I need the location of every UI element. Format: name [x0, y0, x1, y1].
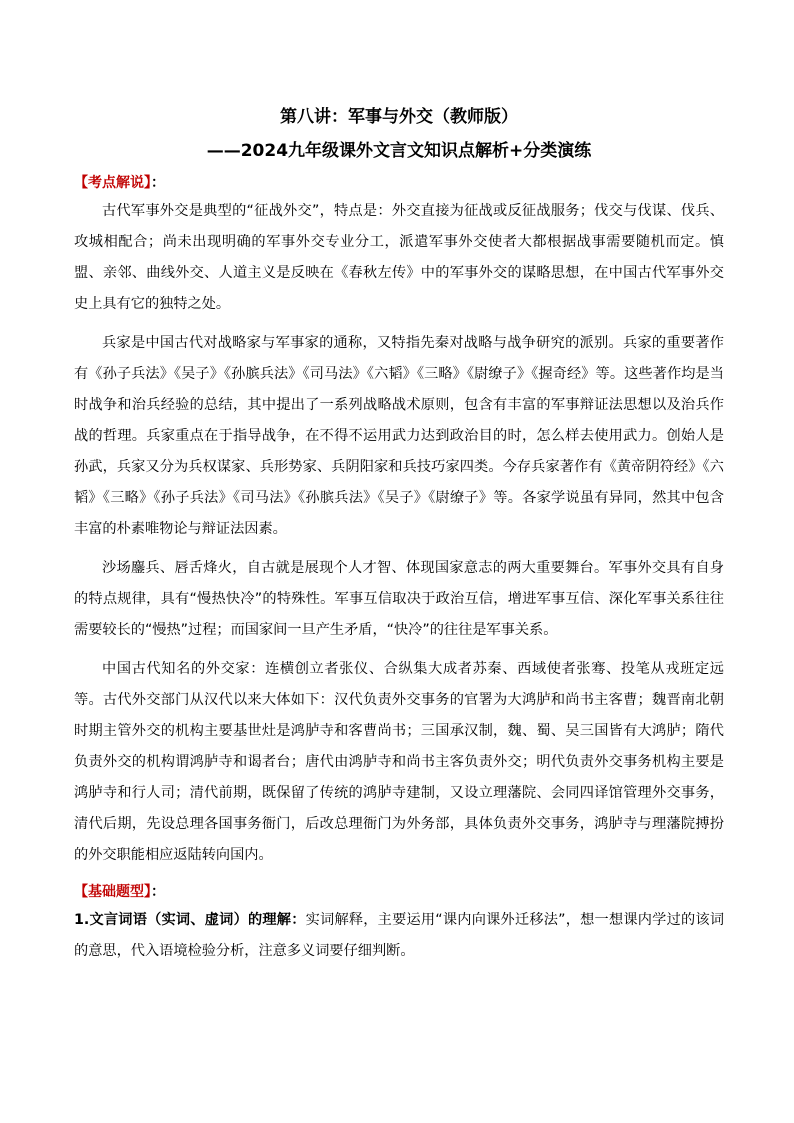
- paragraph-battlefield: 沙场鏖兵、唇舌烽火，自古就是展现个人才智、体现国家意志的两大重要舞台。军事外交具有自身的特点规律，具有“慢热快冷”的特殊性。军事互信取决于政治互信，增进军事互信、深化军事关系往往需要较长的“慢热”过程；而国家间一旦产生矛盾，“快冷”的往往是军事关系。: [74, 560, 724, 638]
- section-heading-jichu-label: 【基础题型】: [74, 884, 151, 900]
- paragraph-military-diplomacy: 古代军事外交是典型的“征战外交”，特点是：外交直接为征战或反征战服务；伐交与伐谋、伐兵、攻城相配合；尚未出现明确的军事外交专业分工，派遣军事外交使者大都根据战事需要随机而定。慎盟、亲邻、曲线外交、人道主义是反映在《春秋左传》中的军事外交的谋略思想，在中国古代军事外交史上具有它的独特之处。: [74, 203, 724, 312]
- item-1-text: 实词解释，主要运用“课内向课外迁移法”，想一想课内学过的该词的意思，代入语境检验分析，注意多义词要仔细判断。: [74, 912, 725, 959]
- item-1-lead: 1.文言词语（实词、虚词）的理解：: [74, 912, 306, 928]
- paragraph-bingjia: 兵家是中国古代对战略家与军事家的通称，又特指先秦对战略与战争研究的派别。兵家的重要著作有《孙子兵法》《吴子》《孙膑兵法》《司马法》《六韬》《三略》《尉缭子》《握奇经》等。这些著作均是当时战争和治兵经验的总结，其中提出了一系列战略战术原则，包含有丰富的军事辩证法思想以及治兵作战的哲理。兵家重点在于指导战争，在不得不运用武力达到政治目的时，怎么样去使用武力。创始人是孙武，兵家又分为兵权谋家、兵形势家、兵阴阳家和兵技巧家四类。今存兵家著作有《黄帝阴符经》《六韬》《三略》《孙子兵法》《司马法》《孙膑兵法》《吴子》《尉缭子》等。各家学说虽有异同，然其中包含丰富的朴素唯物论与辩证法因素。: [74, 335, 724, 537]
- section-heading-jichu: [74, 879, 724, 905]
- section-heading-kaodian-colon: ：: [151, 175, 165, 191]
- section-heading-jichu-colon: ：: [151, 884, 165, 900]
- section-heading-kaodian: [74, 170, 724, 196]
- item-1: [74, 905, 724, 967]
- section-heading-kaodian-label: 【考点解说】: [74, 175, 151, 191]
- paragraph-diplomats: 中国古代知名的外交家：连横创立者张仪、合纵集大成者苏秦、西域使者张骞、投笔从戎班定远等。古代外交部门从汉代以来大体如下：汉代负责外交事务的官署为大鸿胪和尚书主客曹；魏晋南北朝时期主管外交的机构主要基世灶是鸿胪寺和客曹尚书；三国承汉制，魏、蜀、吴三国皆有大鸿胪；隋代负责外交的机构谓鸿胪寺和谒者台；唐代由鸿胪寺和尚书主客负责外交；明代负责外交事务机构主要是鸿胪寺和行人司；清代前期，既保留了传统的鸿胪寺建制，又设立理藩院、会同四译馆管理外交事务，清代后期，先设总理各国事务衙门，后改总理衙门为外务部，具体负责外交事务，鸿胪寺与理藩院搏扮的外交职能相应返陆转向国内。: [74, 661, 724, 863]
- document-page: [74, 100, 724, 967]
- document-title: 第八讲：军事与外交（教师版）: [280, 107, 518, 127]
- document-subtitle: ——2024九年级课外文言文知识点解析+分类演练: [206, 141, 592, 161]
